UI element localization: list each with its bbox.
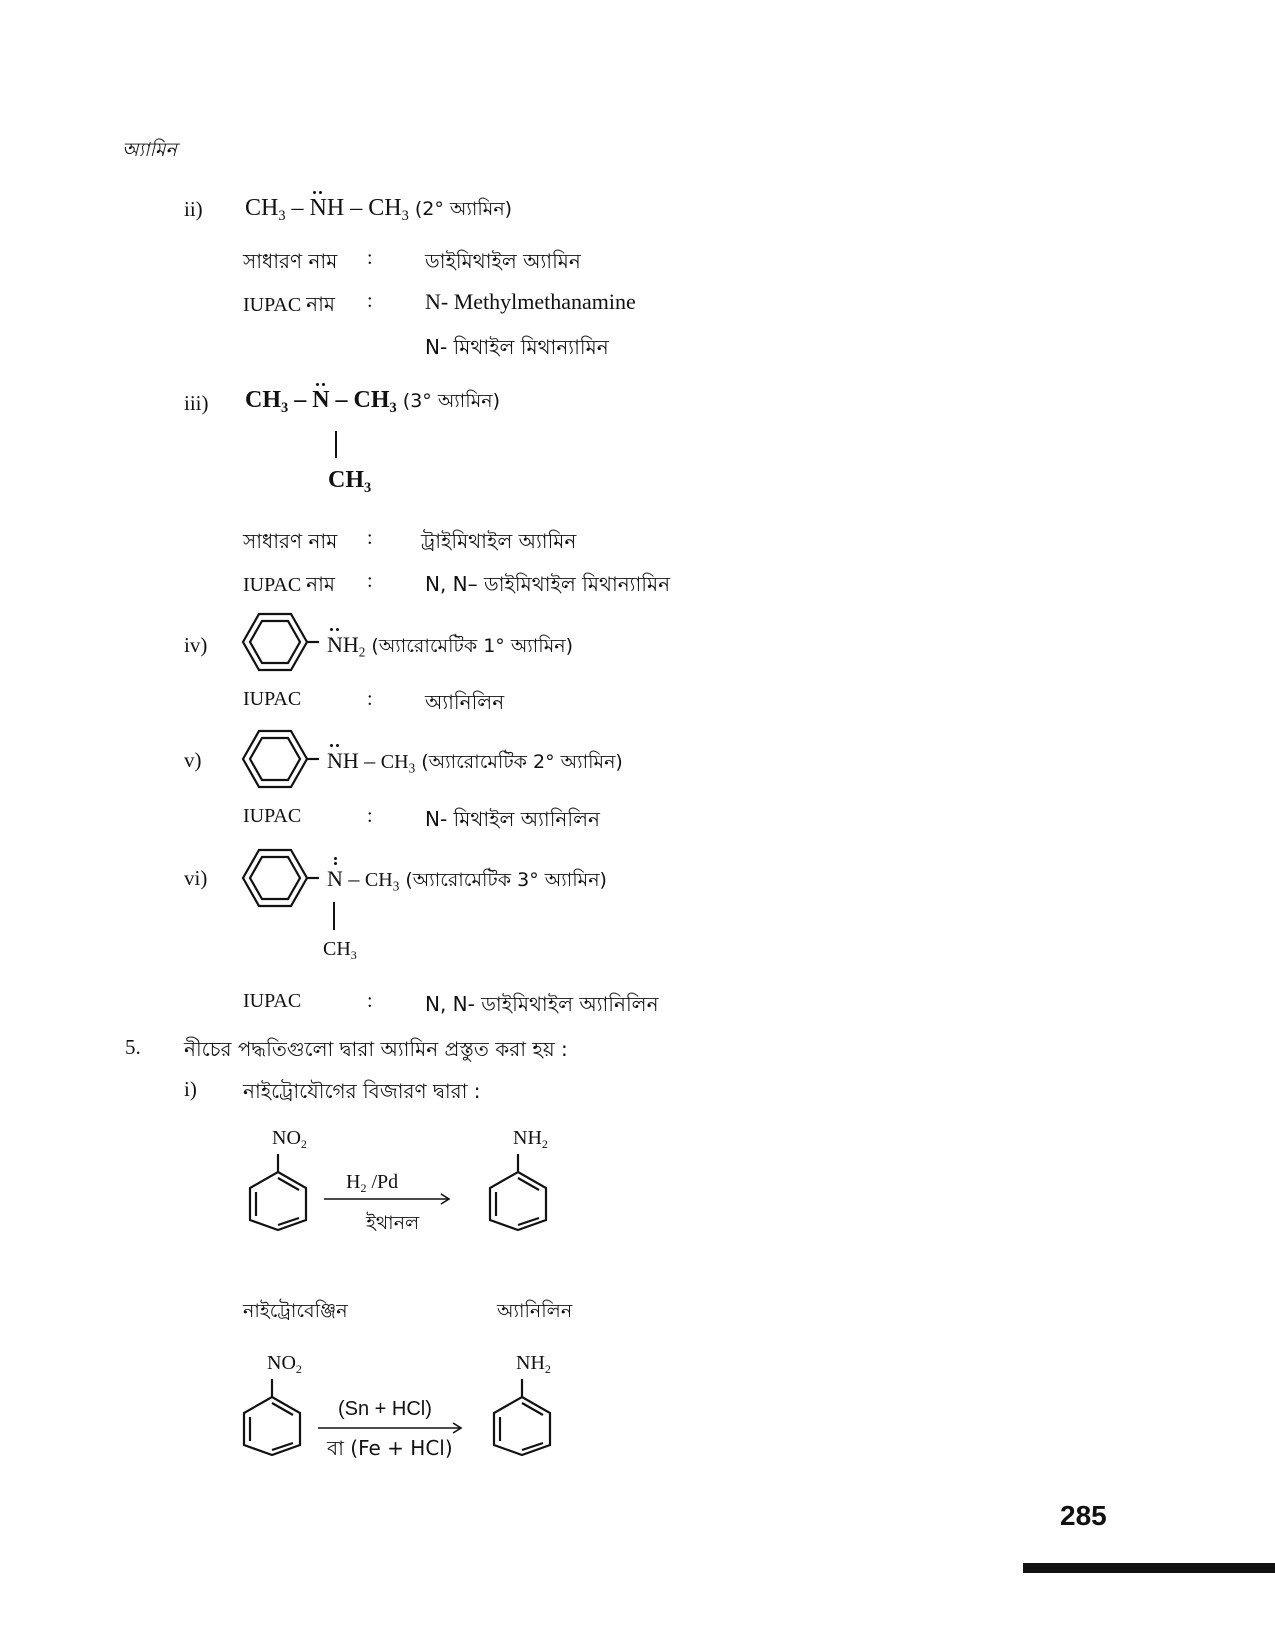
benzene-ring	[240, 727, 320, 791]
colon: :	[367, 805, 373, 827]
colon: :	[367, 290, 373, 312]
item-number-ii: ii)	[184, 197, 203, 221]
colon: :	[367, 990, 373, 1012]
reagent-top: (Sn + HCl)	[338, 1398, 432, 1420]
colon: :	[367, 570, 373, 592]
colon: :	[367, 247, 373, 269]
lone-pair-n: N	[309, 195, 327, 221]
lone-pair-n: N	[312, 387, 330, 413]
section-text: নীচের পদ্ধতিগুলো দ্বারা অ্যামিন প্রস্তুত করা হয় :	[184, 1037, 568, 1061]
iupac-name-value: N- Methylmethanamine	[425, 289, 636, 314]
iupac-name-value-bengali: N- মিথাইল মিথান্যামিন	[425, 335, 609, 359]
formula-n-methylaniline: NH – $CH_3$ (অ্যারোমেটিক 2° অ্যামিন)	[327, 748, 623, 776]
branch-methyl: $CH_3$	[328, 467, 372, 497]
common-name-label: সাধারণ নাম	[243, 529, 338, 553]
colon: :	[367, 527, 373, 549]
section-number: 5.	[125, 1035, 141, 1059]
benzene-ring	[240, 846, 320, 910]
page-number: 285	[1060, 1500, 1107, 1531]
iupac-value: অ্যানিলিন	[425, 690, 505, 714]
subsection-number: i)	[184, 1077, 197, 1101]
item-number-iv: iv)	[184, 633, 208, 657]
formula-dimethylamine: $CH_3$ – NH – $CH_3$ (2° অ্যামিন)	[245, 195, 513, 225]
bond-line	[333, 902, 335, 930]
iupac-name-label: IUPAC নাম	[243, 574, 336, 596]
lone-pair-n: N	[327, 748, 343, 773]
item-number-vi: vi)	[184, 866, 208, 890]
aniline-structure	[490, 1377, 554, 1457]
amino-group-label: $NH_2$	[513, 1127, 548, 1152]
nitro-group-label: $NO_2$	[272, 1127, 307, 1152]
nitro-group-label: $NO_2$	[267, 1352, 302, 1377]
formula-aniline: $NH_2$ (অ্যারোমেটিক 1° অ্যামিন)	[327, 632, 574, 660]
iupac-label: IUPAC	[243, 805, 302, 827]
formula-nn-dimethylaniline: N – $CH_3$ (অ্যারোমেটিক 3° অ্যামিন)	[327, 866, 607, 894]
iupac-value: N, N- ডাইমিথাইল অ্যানিলিন	[425, 992, 659, 1016]
subsection-text: নাইট্রোযৌগের বিজারণ দ্বারা :	[243, 1079, 481, 1103]
formula-trimethylamine: $CH_3$ – N – $CH_3$ (3° অ্যামিন)	[245, 387, 501, 417]
nitrobenzene-structure	[246, 1152, 310, 1232]
lone-pair-n: N	[327, 866, 343, 891]
reaction-arrow	[322, 1192, 454, 1206]
reagent-bottom: ইথানল	[366, 1212, 420, 1234]
bond-line	[335, 431, 337, 458]
reaction-arrow	[316, 1421, 466, 1435]
common-name-value: ট্রাইমিথাইল অ্যামিন	[421, 529, 577, 553]
iupac-label: IUPAC	[243, 990, 302, 1012]
product-name: অ্যানিলিন	[497, 1300, 573, 1322]
reagent-bottom: বা (Fe + HCl)	[327, 1436, 453, 1460]
reactant-name: নাইট্রোবেঞ্জিন	[243, 1300, 348, 1322]
iupac-name-value: N, N– ডাইমিথাইল মিথান্যামিন	[425, 572, 671, 596]
benzene-ring	[240, 610, 320, 674]
nitrobenzene-structure	[240, 1377, 304, 1457]
common-name-label: সাধারণ নাম	[243, 249, 338, 273]
item-number-iii: iii)	[184, 391, 209, 415]
lone-pair-n: N	[327, 632, 343, 657]
iupac-value: N- মিথাইল অ্যানিলিন	[425, 807, 600, 831]
iupac-label: IUPAC	[243, 688, 302, 710]
common-name-value: ডাইমিথাইল অ্যামিন	[425, 249, 581, 273]
branch-methyl: $CH_3$	[323, 938, 357, 963]
amino-group-label: $NH_2$	[516, 1352, 551, 1377]
running-title: অ্যামিন	[122, 139, 177, 161]
iupac-name-label: IUPAC নাম	[243, 294, 336, 316]
footer-bar	[1023, 1563, 1275, 1573]
item-number-v: v)	[184, 748, 202, 772]
colon: :	[367, 688, 373, 710]
aniline-structure	[486, 1152, 550, 1232]
reagent-top: $H_2$ /Pd	[346, 1171, 399, 1196]
